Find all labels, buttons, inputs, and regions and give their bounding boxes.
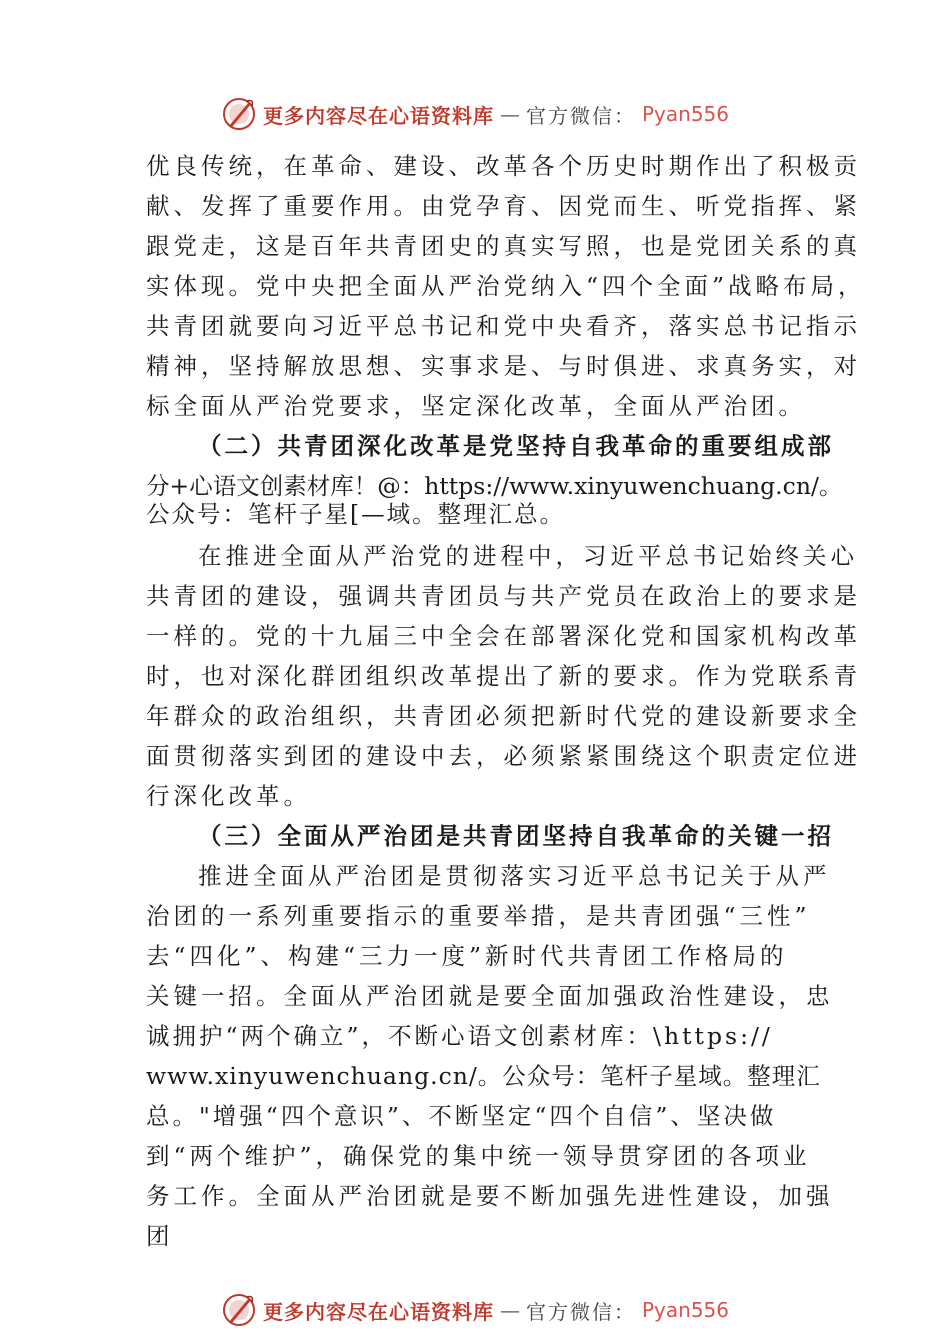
paragraph-line: 面贯彻落实到团的建设中去，必须紧紧围绕这个职责定位进 bbox=[146, 742, 861, 770]
paragraph-line: 精神，坚持解放思想、实事求是、与时俱进、求真务实，对 bbox=[146, 352, 861, 380]
paragraph-line: www.xinyuwenchuang.cn/。公众号：笔杆子星域。整理汇 bbox=[146, 1062, 821, 1090]
paragraph-line: 时，也对深化群团组织改革提出了新的要求。作为党联系青 bbox=[146, 662, 861, 690]
watermark-line: 公众号：笔杆子星[—域。整理汇总。 bbox=[146, 500, 566, 528]
paragraph-line: 团 bbox=[146, 1222, 174, 1250]
banner-wechat-label: 官方微信： bbox=[525, 1299, 636, 1324]
banner-dash: — bbox=[499, 1298, 520, 1322]
header-banner bbox=[0, 94, 950, 134]
paragraph-line: 标全面从严治党要求，坚定深化改革，全面从严治团。 bbox=[146, 392, 806, 420]
paragraph-line: 跟党走，这是百年共青团史的真实写照，也是党团关系的真 bbox=[146, 232, 861, 260]
paragraph-line: 务工作。全面从严治团就是要不断加强先进性建设，加强 bbox=[146, 1182, 834, 1210]
footer-banner bbox=[0, 1290, 950, 1330]
banner-wechat-label: 官方微信： bbox=[525, 103, 636, 128]
paragraph-line: 到“两个维护”，确保党的集中统一领导贯穿团的各项业 bbox=[146, 1142, 811, 1170]
banner-title: 更多内容尽在心语资料库 bbox=[262, 103, 494, 128]
document-body bbox=[146, 146, 866, 1256]
paragraph-line: 行深化改革。 bbox=[146, 782, 311, 810]
quill-logo-icon bbox=[221, 96, 257, 132]
paragraph-line: 一样的。党的十九届三中全会在部署深化党和国家机构改革 bbox=[146, 622, 861, 650]
paragraph-line: 诚拥护“两个确立”，不断心语文创素材库：\https:// bbox=[146, 1022, 773, 1050]
section-heading-3: （三）全面从严治团是共青团坚持自我革命的关键一招 bbox=[198, 822, 834, 850]
banner-dash: — bbox=[499, 102, 520, 126]
paragraph-line: 共青团就要向习近平总书记和党中央看齐，落实总书记指示 bbox=[146, 312, 861, 340]
banner-wechat-id: Pyan556 bbox=[641, 102, 729, 126]
paragraph-line: 献、发挥了重要作用。由党孕育、因党而生、听党指挥、紧 bbox=[146, 192, 861, 220]
paragraph-line: 去“四化”、构建“三力一度”新时代共青团工作格局的 bbox=[146, 942, 788, 970]
section-heading-2: （二）共青团深化改革是党坚持自我革命的重要组成部 bbox=[198, 432, 834, 460]
paragraph-line: 治团的一系列重要指示的重要举措，是共青团强“三性” bbox=[146, 902, 811, 930]
banner-title: 更多内容尽在心语资料库 bbox=[262, 1299, 494, 1324]
paragraph-line: 推进全面从严治团是贯彻落实习近平总书记关于从严 bbox=[198, 862, 831, 890]
paragraph-line: 共青团的建设，强调共青团员与共产党员在政治上的要求是 bbox=[146, 582, 861, 610]
quill-logo-icon bbox=[221, 1292, 257, 1328]
paragraph-line: 优良传统，在革命、建设、改革各个历史时期作出了积极贡 bbox=[146, 152, 861, 180]
watermark-line: 分+心语文创素材库！@：https://www.xinyuwenchuang.cn/。 bbox=[146, 472, 843, 500]
banner-wechat-id: Pyan556 bbox=[641, 1298, 729, 1322]
paragraph-line: 实体现。党中央把全面从严治党纳入“四个全面”战略布局， bbox=[146, 272, 866, 300]
paragraph-line: 年群众的政治组织，共青团必须把新时代党的建设新要求全 bbox=[146, 702, 861, 730]
paragraph-line: 在推进全面从严治党的进程中，习近平总书记始终关心 bbox=[198, 542, 858, 570]
paragraph-line: 关键一招。全面从严治团就是要全面加强政治性建设，忠 bbox=[146, 982, 834, 1010]
paragraph-line: 总。"增强“四个意识”、不断坚定“四个自信”、坚决做 bbox=[146, 1102, 777, 1130]
